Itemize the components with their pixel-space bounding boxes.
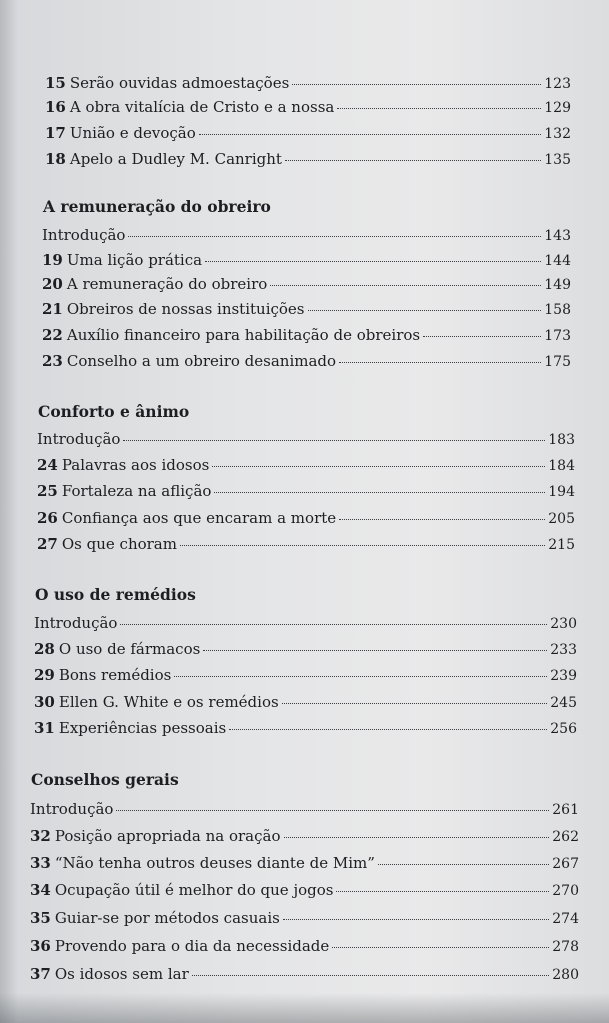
dot-leader [283, 919, 549, 920]
chapter-number: 22 [42, 326, 63, 344]
dot-leader [285, 160, 541, 161]
section-heading: A remuneração do obreiro [43, 197, 271, 216]
page-number: 261 [552, 802, 579, 818]
page-number: 262 [552, 829, 579, 845]
section-heading: Conforto e ânimo [38, 402, 190, 421]
toc-entry [34, 719, 577, 738]
dot-leader [339, 362, 541, 363]
entry-title: Introdução [30, 800, 114, 818]
toc-entry [42, 275, 571, 294]
dot-leader [192, 975, 550, 976]
chapter-title: Guiar-se por métodos casuais [54, 909, 280, 927]
page-number: 123 [544, 76, 571, 92]
dot-leader [332, 947, 549, 948]
toc-entry [30, 965, 579, 984]
chapter-title: A remuneração do obreiro [66, 275, 268, 293]
page-number: 274 [552, 911, 579, 927]
toc-entry [30, 881, 579, 900]
dot-leader [270, 285, 541, 286]
toc-entry [37, 430, 575, 449]
page-number: 233 [550, 642, 577, 658]
toc-entry [42, 352, 571, 371]
chapter-number: 29 [34, 666, 55, 684]
chapter-title: Obreiros de nossas instituições [66, 300, 305, 318]
toc-entry [42, 251, 571, 270]
chapter-title: Fortaleza na aflição [61, 482, 212, 500]
toc-entry [34, 693, 577, 712]
chapter-number: 19 [42, 251, 63, 269]
toc-entry [45, 124, 571, 143]
chapter-title: Uma lição prática [66, 251, 203, 269]
toc-entry [30, 854, 579, 873]
chapter-title: Bons remédios [58, 666, 172, 684]
chapter-number: 30 [34, 693, 55, 711]
chapter-number: 15 [45, 74, 66, 92]
toc-entry [45, 150, 571, 169]
chapter-title: Palavras aos idosos [61, 456, 210, 474]
entry-title: Introdução [37, 430, 121, 448]
page-number: 194 [548, 484, 575, 500]
section-heading: O uso de remédios [35, 585, 196, 604]
toc-entry [37, 456, 575, 475]
chapter-title: Ocupação útil é melhor do que jogos [54, 881, 334, 899]
dot-leader [339, 519, 545, 520]
chapter-title: Os que choram [61, 535, 177, 553]
page-number: 135 [544, 152, 571, 168]
chapter-number: 32 [30, 827, 51, 845]
dot-leader [378, 864, 549, 865]
chapter-title: Serão ouvidas admoestações [69, 74, 290, 92]
page-number: 230 [550, 616, 577, 632]
chapter-title: Provendo para o dia da necessidade [54, 937, 330, 955]
toc-entry [34, 640, 577, 659]
toc-entry [45, 98, 571, 117]
dot-leader [336, 891, 549, 892]
toc-entry [30, 800, 579, 819]
chapter-title: Auxílio financeiro para habilitação de obreiros [66, 326, 421, 344]
chapter-number: 33 [30, 854, 51, 872]
dot-leader [284, 837, 550, 838]
dot-leader [337, 108, 541, 109]
chapter-number: 36 [30, 937, 51, 955]
page-number: 158 [544, 302, 571, 318]
chapter-title: Apelo a Dudley M. Canright [69, 150, 282, 168]
chapter-title: Ellen G. White e os remédios [58, 693, 279, 711]
dot-leader [292, 84, 541, 85]
dot-leader [205, 261, 541, 262]
dot-leader [282, 703, 548, 704]
page-number: 205 [548, 511, 575, 527]
dot-leader [180, 545, 545, 546]
chapter-number: 34 [30, 881, 51, 899]
section-heading: Conselhos gerais [31, 770, 179, 789]
toc-entry [34, 614, 577, 633]
dot-leader [128, 236, 541, 237]
page-number: 175 [544, 354, 571, 370]
chapter-number: 26 [37, 509, 58, 527]
toc-entry [37, 535, 575, 554]
toc-entry [37, 482, 575, 501]
toc-entry [42, 300, 571, 319]
dot-leader [123, 440, 545, 441]
chapter-number: 25 [37, 482, 58, 500]
page-number: 173 [544, 328, 571, 344]
chapter-title: “Não tenha outros deuses diante de Mim” [54, 854, 375, 872]
dot-leader [212, 466, 545, 467]
page-bottom-shadow [0, 993, 609, 1023]
chapter-number: 20 [42, 275, 63, 293]
chapter-number: 31 [34, 719, 55, 737]
chapter-title: Posição apropriada na oração [54, 827, 281, 845]
chapter-title: A obra vitalícia de Cristo e a nossa [69, 98, 335, 116]
chapter-title: O uso de fármacos [58, 640, 201, 658]
toc-entry [42, 326, 571, 345]
page-number: 278 [552, 939, 579, 955]
toc-entry [45, 74, 571, 93]
toc-entry [30, 937, 579, 956]
page-number: 215 [548, 537, 575, 553]
toc-entry [34, 666, 577, 685]
page-number: 267 [552, 856, 579, 872]
chapter-number: 24 [37, 456, 58, 474]
chapter-number: 17 [45, 124, 66, 142]
page-number: 184 [548, 458, 575, 474]
chapter-number: 23 [42, 352, 63, 370]
page-number: 239 [550, 668, 577, 684]
dot-leader [229, 729, 547, 730]
chapter-title: União e devoção [69, 124, 196, 142]
page-number: 129 [544, 100, 571, 116]
dot-leader [116, 810, 549, 811]
page-number: 256 [550, 721, 577, 737]
page-number: 270 [552, 883, 579, 899]
toc-entry [30, 909, 579, 928]
page-number: 132 [544, 126, 571, 142]
page-number: 280 [552, 967, 579, 983]
chapter-title: Confiança aos que encaram a morte [61, 509, 337, 527]
entry-title: Introdução [42, 226, 126, 244]
page-number: 144 [544, 253, 571, 269]
toc-entry [42, 226, 571, 245]
dot-leader [423, 336, 541, 337]
page-number: 245 [550, 695, 577, 711]
toc-entry [37, 509, 575, 528]
dot-leader [120, 624, 547, 625]
chapter-title: Conselho a um obreiro desanimado [66, 352, 337, 370]
toc-entry [30, 827, 579, 846]
chapter-number: 16 [45, 98, 66, 116]
chapter-title: Experiências pessoais [58, 719, 227, 737]
chapter-number: 28 [34, 640, 55, 658]
page-number: 143 [544, 228, 571, 244]
chapter-number: 27 [37, 535, 58, 553]
dot-leader [203, 650, 547, 651]
page-number: 183 [548, 432, 575, 448]
chapter-number: 37 [30, 965, 51, 983]
chapter-title: Os idosos sem lar [54, 965, 189, 983]
dot-leader [199, 134, 542, 135]
page-gutter-shadow [0, 0, 18, 1023]
dot-leader [214, 492, 545, 493]
chapter-number: 35 [30, 909, 51, 927]
page-number: 149 [544, 277, 571, 293]
dot-leader [174, 676, 547, 677]
dot-leader [308, 310, 542, 311]
chapter-number: 18 [45, 150, 66, 168]
chapter-number: 21 [42, 300, 63, 318]
entry-title: Introdução [34, 614, 118, 632]
